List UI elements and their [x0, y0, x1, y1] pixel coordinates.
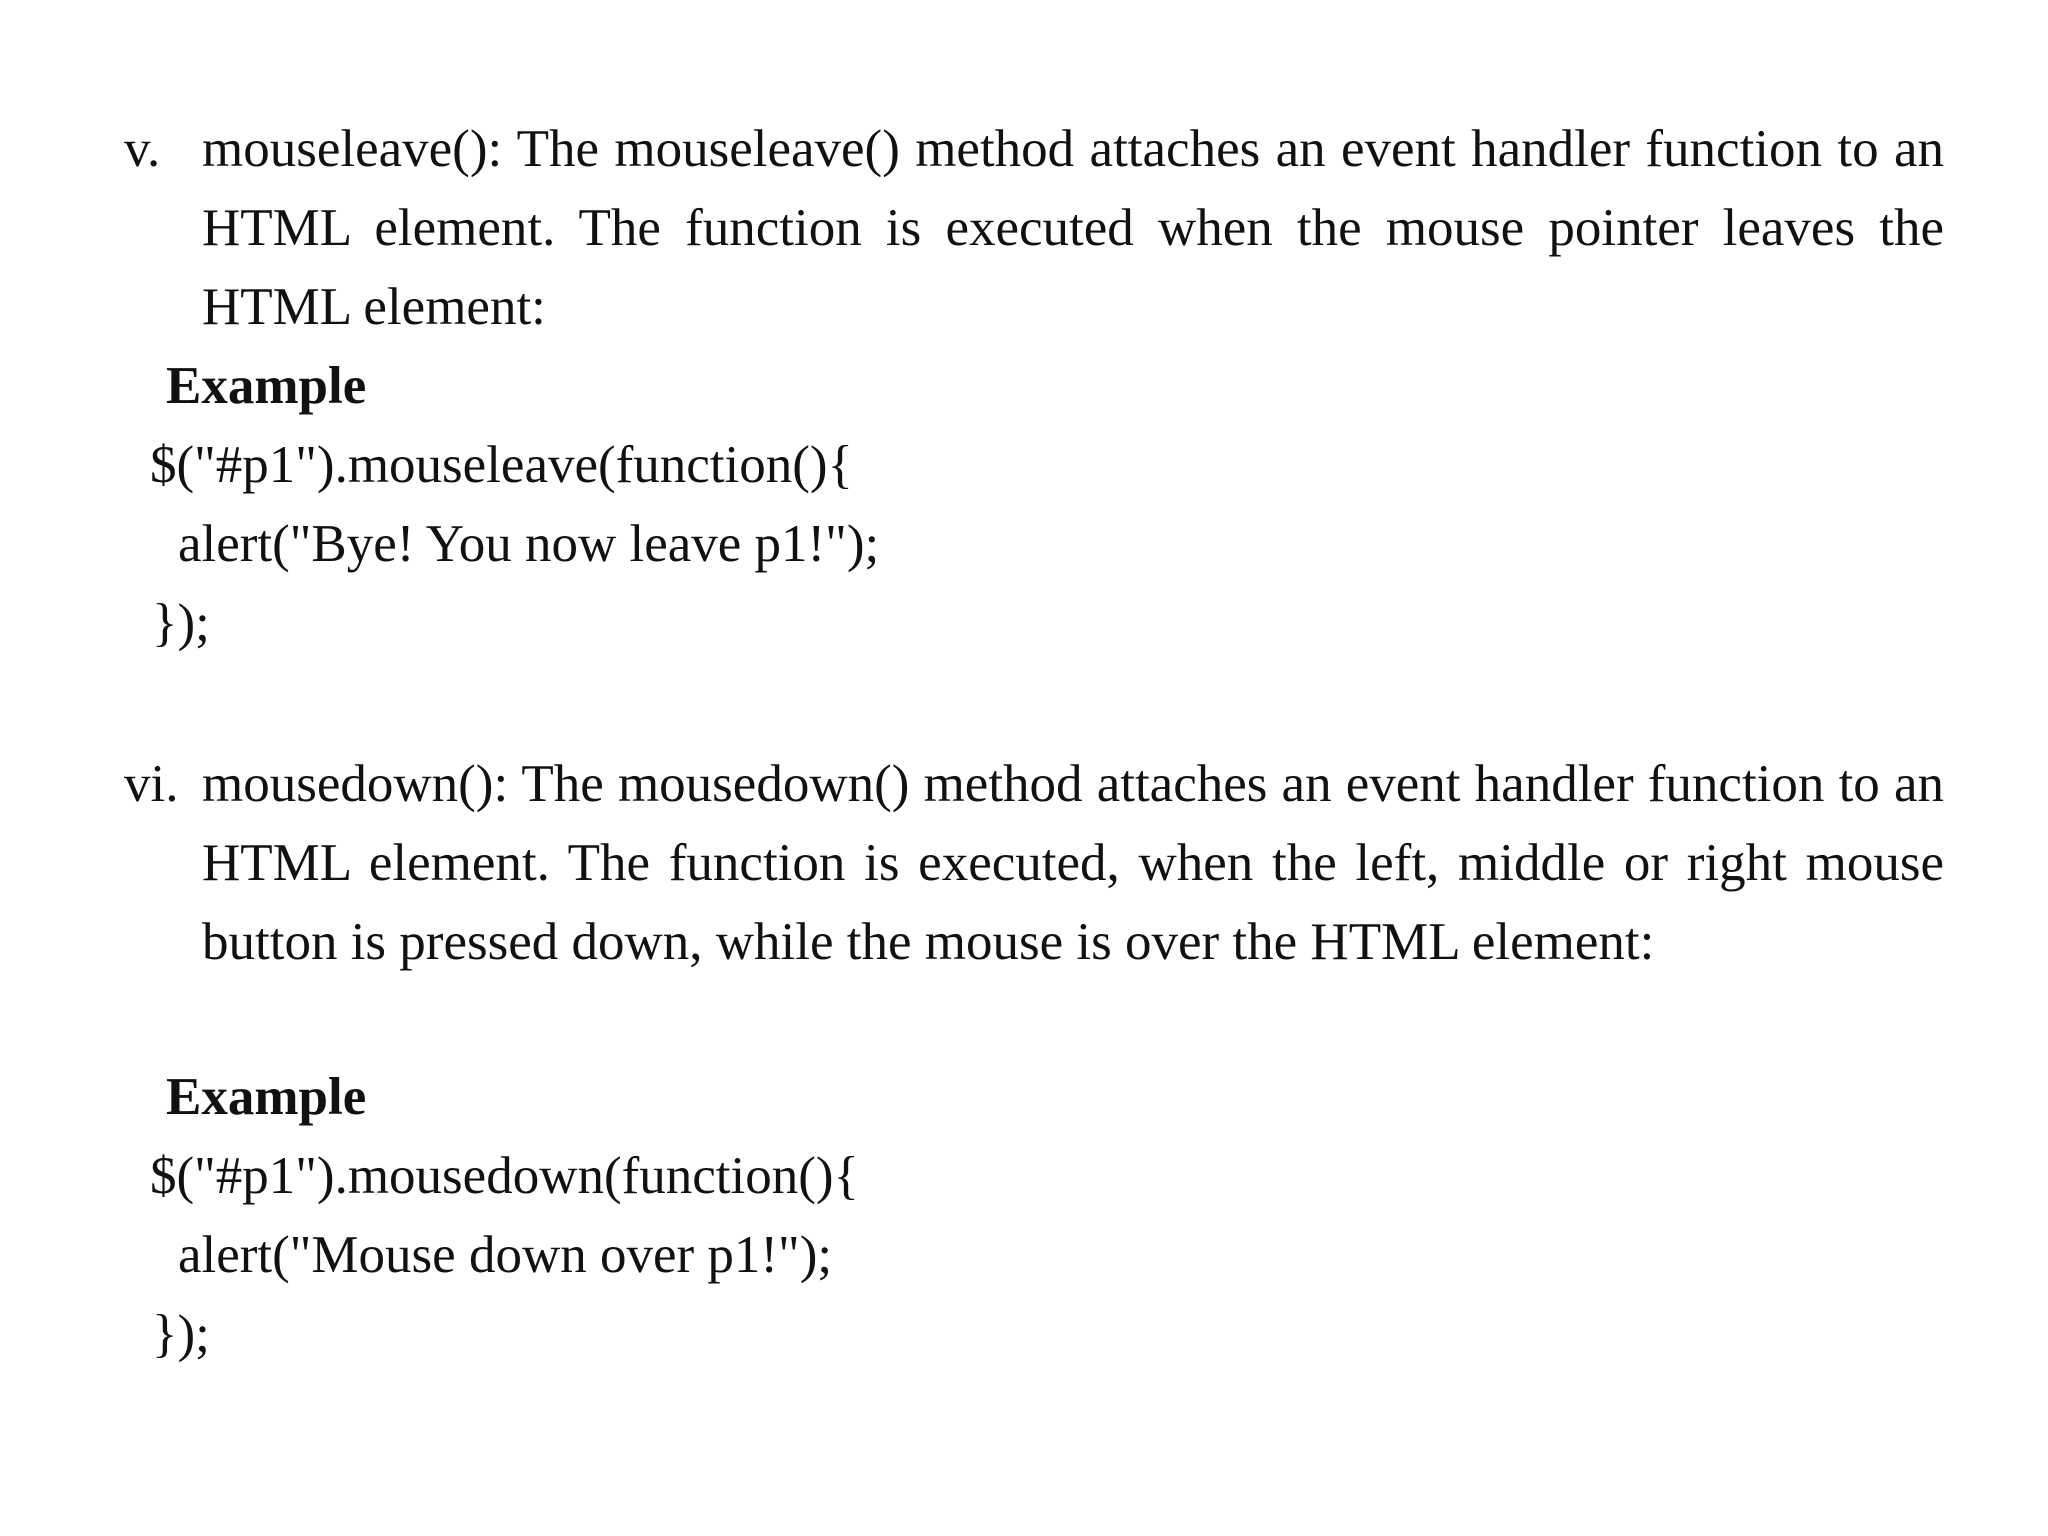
list-marker: v. — [124, 120, 161, 178]
code-line: $("#p1").mouseleave(function(){ — [150, 436, 854, 494]
example-heading: Example — [166, 1068, 367, 1126]
list-item-mouseleave — [124, 110, 1944, 347]
example-heading: Example — [166, 357, 367, 415]
code-line: }); — [152, 594, 210, 652]
list-marker: vi. — [124, 755, 179, 813]
list-item-mousedown — [124, 745, 1944, 982]
example-block-mouseleave — [140, 347, 1740, 663]
code-line: alert("Bye! You now leave p1!"); — [178, 515, 880, 573]
description-paragraph: mousedown(): The mousedown() method attaches an event handler function to an HTML element. The function is executed, when the left, middle or right mouse button is pressed down, while the mouse is over the HTML element: — [202, 755, 1944, 971]
description-paragraph: mouseleave(): The mouseleave() method attaches an event handler function to an HTML element. The function is executed when the mouse pointer leaves the HTML element: — [202, 120, 1944, 336]
code-line: $("#p1").mousedown(function(){ — [150, 1147, 859, 1205]
example-block-mousedown — [140, 1058, 1740, 1374]
code-line: alert("Mouse down over p1!"); — [178, 1226, 833, 1284]
code-line: }); — [152, 1305, 210, 1363]
